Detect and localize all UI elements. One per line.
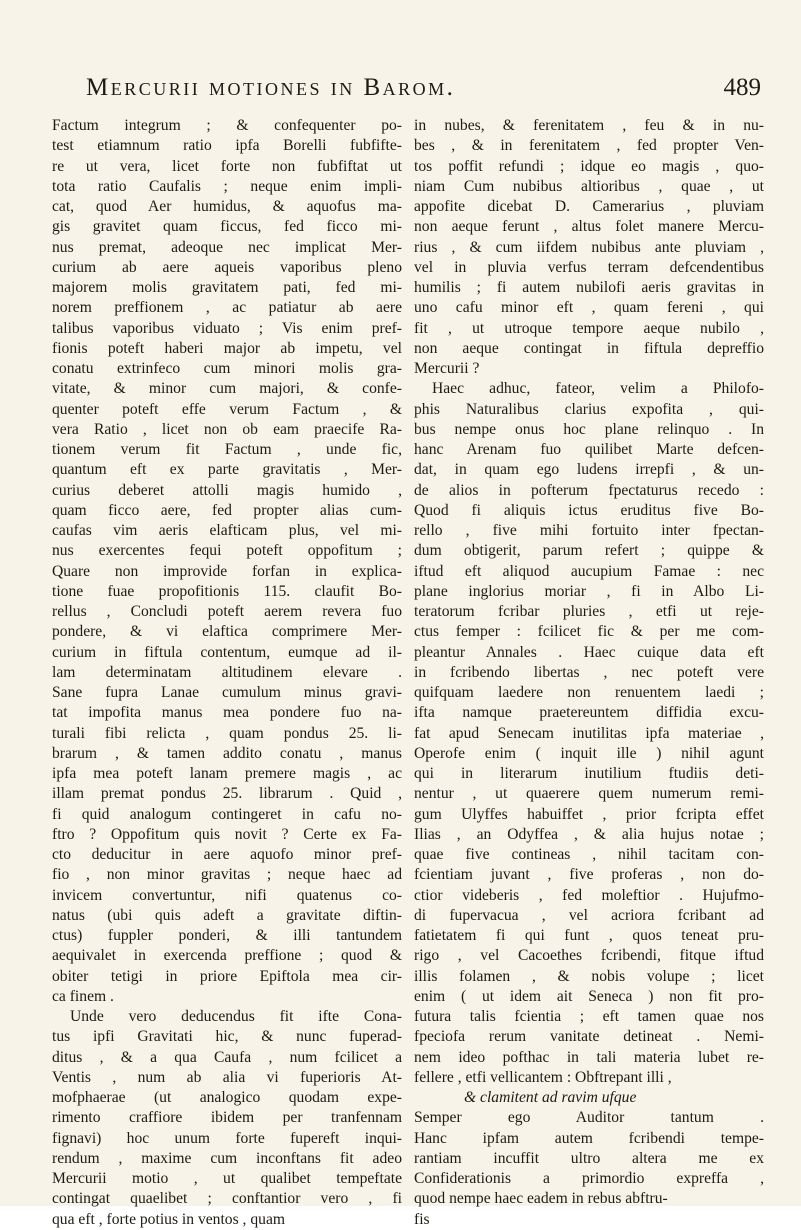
text-line: illis folamen , & nobis volupe ; licet xyxy=(414,967,764,985)
text-line: dum obtigerit, parum refert ; quippe & xyxy=(414,542,764,560)
text-line: Sane fupra Lanae cumulum minus gravi- xyxy=(52,684,402,701)
text-line: natus (ubi quis adeft a gravitate diftin- xyxy=(52,906,402,924)
text-line: appofite dicebat D. Camerarius , pluviam xyxy=(414,198,764,215)
text-line: hanc Arenam fuo quilibet Marte defcen- xyxy=(414,441,764,458)
text-line: non aeque ferunt , altus folet manere Mercu- xyxy=(414,218,764,236)
text-line: mofphaerae (ut analogico quodam expe- xyxy=(52,1089,402,1106)
text-line: cto deducitur in aere aquofo minor pref- xyxy=(52,846,402,863)
text-line: tota ratio Caufalis ; neque enim impli- xyxy=(52,177,402,195)
text-line: Factum integrum ; & confequenter po- xyxy=(52,117,402,134)
text-line: dat, in quam ego ludens irrepfi , & un- xyxy=(414,461,764,479)
text-line: niam Cum nubibus altioribus , quae , ut xyxy=(414,177,764,195)
text-line: curium in fiftula contentum, eumque ad il- xyxy=(52,643,402,661)
text-line: majorem molis gravitatem pati, fed mi- xyxy=(52,279,402,296)
text-line: obiter tetigi in priore Epiftola mea cir- xyxy=(52,967,402,985)
text-line: pondere, & vi elaftica comprimere Mer- xyxy=(52,623,402,641)
text-line: fpeciofa rerum vanitate detineat . Nemi- xyxy=(414,1028,764,1046)
text-line: pleantur Annales . Haec cuique data eft xyxy=(414,643,764,661)
text-line: invicem convertuntur, nifi quatenus co- xyxy=(52,886,402,904)
text-line: bes , & in ferenitatem , fed propter Ven- xyxy=(414,137,764,155)
text-line: contingat quaelibet ; conftantior vero , fi xyxy=(52,1190,402,1208)
text-line: tione fuae propofitionis 115. claufit Bo- xyxy=(52,582,402,600)
right-text-column xyxy=(414,116,764,1228)
text-line: uno cafu minor eft , quam fereni , qui xyxy=(414,299,764,317)
text-line: phis Naturalibus clarius expofita , qui- xyxy=(414,400,764,418)
page-number: 489 xyxy=(723,74,761,101)
text-line: rigo , vel Cacoethes fcribendi, fitque iftud xyxy=(414,947,764,965)
text-line: humilis ; fi autem nubilofi aeris gravitas in xyxy=(414,279,764,296)
text-line: quod nempe haec eadem in rebus abftru- xyxy=(414,1190,668,1208)
text-line: fatietatem fi qui funt , quos teneat pru- xyxy=(414,927,764,944)
text-line: quantum eft ex parte gravitatis , Mer- xyxy=(52,461,402,479)
text-line: futura talis fcientia ; eft tamen quae nos xyxy=(414,1008,764,1025)
text-line: illam premat pondus 25. librarum . Quid , xyxy=(52,785,402,803)
text-line: gum Ulyffes habuiffet , prior fcripta effet xyxy=(414,805,764,823)
text-line: cat, quod Aer humidus, & aquofus ma- xyxy=(52,198,402,215)
text-line: ftro ? Oppofitum quis novit ? Certe ex Fa- xyxy=(52,825,402,843)
text-line: fionis poteft haberi major ab impetu, vel xyxy=(52,339,402,357)
running-head xyxy=(0,74,801,110)
text-line: rantiam incuffit ultro altera me ex xyxy=(414,1149,764,1167)
text-line: Haec adhuc, fateor, velim a Philofo- xyxy=(432,380,764,398)
text-line: plane inglorius moriar , fi in Albo Li- xyxy=(414,582,764,600)
text-line: ctus) fuppler ponderi, & illi tantundem xyxy=(52,927,402,944)
text-line: nem ideo pofthac in tali materia lubet re- xyxy=(414,1048,764,1066)
text-line: de alios in pofterum fpectaturus recedo : xyxy=(414,481,764,499)
running-head-title: Mercurii motiones in Barom. xyxy=(86,74,456,101)
text-line: & clamitent ad ravim ufque xyxy=(464,1089,637,1106)
text-line: ipfa mea poteft lanam premere magis , ac xyxy=(52,765,402,782)
text-line: norem preffionem , ac patiatur ab aere xyxy=(52,299,402,317)
text-line: tionem verum fit Factum , unde fic, xyxy=(52,441,402,458)
text-line: re ut vera, licet forte non fubfiftat ut xyxy=(52,157,402,175)
text-line: ctior videberis , fed moleftior . Hujufmo- xyxy=(414,886,764,904)
text-line: nus exercentes fequi poteft oppofitum ; xyxy=(52,542,402,560)
text-line: conatu extrinfeco cum minori molis gra- xyxy=(52,360,402,377)
text-line: talibus vaporibus viduato ; Vis enim pref- xyxy=(52,319,402,337)
text-line: fi quid analogum contingeret in cafu no- xyxy=(52,805,402,823)
text-line: teratorum fcribar pluries , etfi ut reje- xyxy=(414,603,764,620)
text-line: in nubes, & ferenitatem , feu & in nu- xyxy=(414,117,764,134)
text-line: ca finem . xyxy=(52,987,114,1005)
text-line: Quod fi aliquis ictus eruditus five Bo- xyxy=(414,501,764,519)
text-line: quae five contineas , nihil tacitam con- xyxy=(414,846,764,863)
text-line: fis xyxy=(414,1210,430,1228)
text-line: nentur , ut quaerere quem numerum remi- xyxy=(414,785,764,803)
text-line: fcientiam juvant , five proferas , non do- xyxy=(414,866,764,884)
text-line: fio , non minor gravitas ; neque haec ad xyxy=(52,866,402,884)
text-line: Mercurii ? xyxy=(414,360,480,377)
text-line: rimento craffiore ibidem per tranfennam xyxy=(52,1109,402,1127)
text-line: lam determinatam altitudinem elevare . xyxy=(52,663,402,681)
text-line: quenter poteft effe verum Factum , & xyxy=(52,400,402,418)
text-line: qui in literarum inutilium ftudiis deti- xyxy=(414,765,764,782)
text-line: qua eft , forte potius in ventos , quam xyxy=(52,1210,285,1228)
text-line: rello , five mihi fortuito inter fpectan- xyxy=(414,522,764,539)
text-line: Ventis , num ab alia vi fuperioris At- xyxy=(52,1068,402,1086)
text-line: rellus , Concludi poteft aerem revera fuo xyxy=(52,603,402,620)
text-line: bus nempe onus hoc plane relinquo . In xyxy=(414,420,764,438)
text-line: ifta namque praetereuntem diffidia excu- xyxy=(414,704,764,722)
text-line: gis gravitet quam ficcus, fed ficco mi- xyxy=(52,218,402,236)
text-line: ctus femper : fcilicet fic & per me com- xyxy=(414,623,764,641)
text-line: vera Ratio , licet non ob eam praecife Ra- xyxy=(52,420,402,438)
left-text-column xyxy=(52,116,402,1228)
text-line: Confiderationis a primordio expreffa , xyxy=(414,1170,764,1187)
text-line: Hanc ipfam autem fcribendi tempe- xyxy=(414,1129,764,1147)
text-line: curius deberet attolli magis humido , xyxy=(52,481,402,499)
text-line: non aeque contingat in fiftula depreffio xyxy=(414,339,764,357)
text-line: di fupervacua , vel acriora fcribant ad xyxy=(414,906,764,924)
text-line: aequivalet in exercenda preffione ; quod & xyxy=(52,947,402,965)
text-line: Unde vero deducendus fit ifte Cona- xyxy=(70,1008,402,1025)
text-line: rius , & cum iifdem nubibus ante pluviam , xyxy=(414,238,764,256)
text-line: quam ficco aere, fed propter alias cum- xyxy=(52,501,402,519)
text-line: enim ( ut idem ait Seneca ) non fit pro- xyxy=(414,987,764,1005)
text-line: Mercurii motio , ut qualibet tempeftate xyxy=(52,1170,402,1187)
text-line: Semper ego Auditor tantum . xyxy=(414,1109,764,1127)
text-line: tat impofita manus mea pondere fuo na- xyxy=(52,704,402,722)
text-line: vel in pluvia verfus terram defcendentibus xyxy=(414,258,764,276)
text-line: fit , ut utroque tempore aeque nubilo , xyxy=(414,319,764,337)
text-line: tus ipfi Gravitati hic, & nunc fuperad- xyxy=(52,1028,402,1046)
text-line: ditus , & a qua Caufa , num fcilicet a xyxy=(52,1048,402,1066)
text-line: vitate, & minor cum majori, & confe- xyxy=(52,380,402,398)
text-line: test etiamnum ratio ipfa Borelli fubfifte- xyxy=(52,137,402,155)
text-line: in fcribendo libertas , nec poteft vere xyxy=(414,663,764,681)
text-line: iftud eft aliquod aucupium Famae : nec xyxy=(414,562,764,580)
text-line: fignavi) hoc unum forte fupereft inqui- xyxy=(52,1129,402,1147)
text-line: turali fibi relicta , quam pondus 25. li- xyxy=(52,724,402,742)
text-line: quifquam laedere non renuentem laedi ; xyxy=(414,684,764,701)
text-line: curium ab aere aqueis vaporibus pleno xyxy=(52,258,402,276)
text-line: nus premat, adeoque nec implicat Mer- xyxy=(52,238,402,256)
text-line: Quare non improvide forfan in explica- xyxy=(52,562,402,580)
text-line: rendum , maxime cum inconftans fit adeo xyxy=(52,1149,402,1167)
text-line: tos poffit refundi ; idque eo magis , quo- xyxy=(414,157,764,175)
text-line: fellere , etfi vellicantem : Obftrepant illi , xyxy=(414,1068,672,1086)
text-line: Ilias , an Odyffea , & alia hujus notae ; xyxy=(414,825,764,843)
text-line: caufas vim aeris elafticam plus, vel mi- xyxy=(52,522,402,539)
text-line: Operofe enim ( inquit ille ) nihil agunt xyxy=(414,744,764,762)
text-line: brarum , & tamen addito conatu , manus xyxy=(52,744,402,762)
text-line: fat apud Senecam inutilitas ipfa materiae , xyxy=(414,724,764,742)
